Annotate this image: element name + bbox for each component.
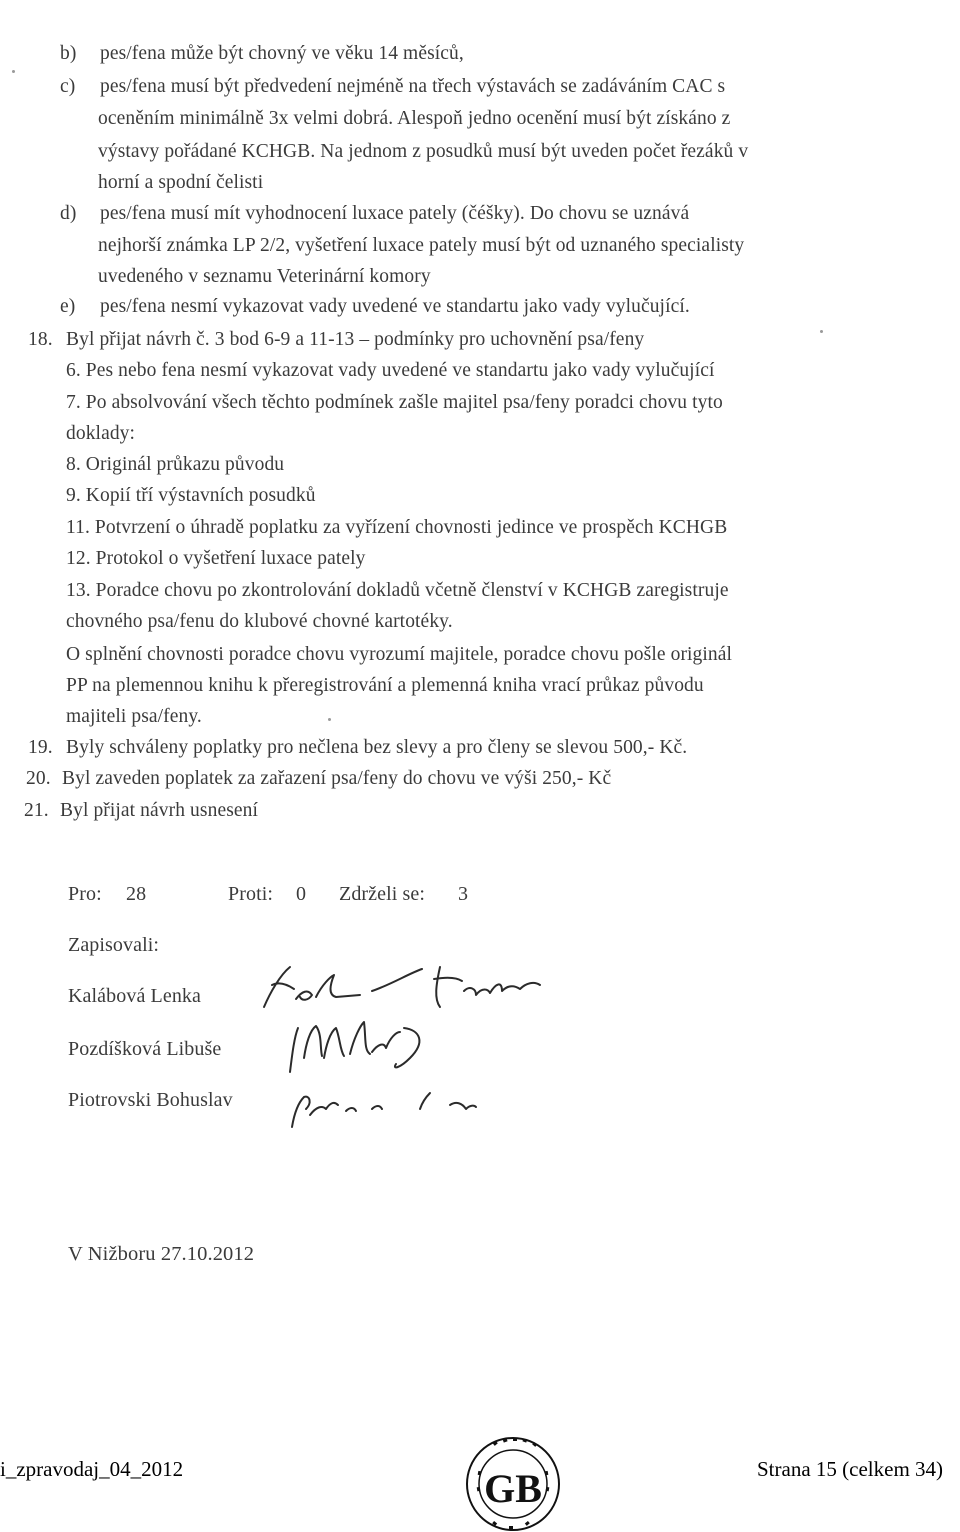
vote-pro-label: Pro: xyxy=(68,883,102,905)
condition-11: 11. Potvrzení o úhradě poplatku za vyřízení chovnosti jedince ve prospěch KCHGB xyxy=(66,517,728,538)
condition-8: 8. Originál průkazu původu xyxy=(66,454,285,475)
condition-13-line-2: chovného psa/fenu do klubové chovné kartotéky. xyxy=(66,611,453,632)
vote-proti-label: Proti: xyxy=(228,883,274,905)
handwritten-signature-2 xyxy=(280,1008,440,1078)
item-c-line-1: pes/fena musí být předvedení nejméně na třech výstavách se zadáváním CAC s xyxy=(100,76,726,97)
item-21-text: Byl přijat návrh usnesení xyxy=(60,800,259,821)
footer-page-number: Strana 15 (celkem 34) xyxy=(757,1457,944,1481)
footer-issue: i_zpravodaj_04_2012 xyxy=(0,1457,184,1481)
item-19-text: Byly schváleny poplatky pro nečlena bez slevy a pro členy se slevou 500,- Kč. xyxy=(66,737,688,758)
item-d-line-2: nejhorší známka LP 2/2, vyšetření luxace pately musí být od uznaného specialisty xyxy=(98,235,745,256)
condition-9: 9. Kopií tří výstavních posudků xyxy=(66,485,316,506)
recorder-name-2: Pozdíšková Libuše xyxy=(68,1038,222,1060)
recorder-name-1: Kalábová Lenka xyxy=(68,985,202,1007)
svg-text:GB: GB xyxy=(484,1466,542,1511)
item-19-label: 19. xyxy=(28,737,53,758)
item-d-line-1: pes/fena musí mít vyhodnocení luxace pately (čéšky). Do chovu se uznává xyxy=(100,203,690,224)
recorder-name-3: Piotrovski Bohuslav xyxy=(68,1089,233,1111)
item-e-label: e) xyxy=(60,296,76,317)
item-20-label: 20. xyxy=(26,768,51,789)
handwritten-signature-3 xyxy=(280,1075,480,1135)
item-d-line-3: uvedeného v seznamu Veterinární komory xyxy=(98,266,431,287)
item-c-line-2: oceněním minimálně 3x velmi dobrá. Alespoň jedno ocenění musí být získáno z xyxy=(98,108,731,129)
condition-13-line-1: 13. Poradce chovu po zkontrolování dokladů včetně členství v KCHGB zaregistruje xyxy=(66,580,729,601)
club-seal-logo xyxy=(463,1432,563,1532)
item-c-label: c) xyxy=(60,76,76,97)
item-c-line-3: výstavy pořádané KCHGB. Na jednom z posudků musí být uveden počet řezáků v xyxy=(98,141,749,162)
condition-6: 6. Pes nebo fena nesmí vykazovat vady uvedené ve standartu jako vady vylučující xyxy=(66,360,715,381)
vote-proti-value: 0 xyxy=(296,883,307,905)
item-b-text: pes/fena může být chovný ve věku 14 měsíců, xyxy=(100,43,464,64)
condition-7-line-2: doklady: xyxy=(66,423,136,444)
scan-speck xyxy=(820,330,823,333)
closing-paragraph-line-1: O splnění chovnosti poradce chovu vyrozumí majitele, poradce chovu pošle originál xyxy=(66,644,733,665)
item-e-text: pes/fena nesmí vykazovat vady uvedené ve standartu jako vady vylučující. xyxy=(100,296,690,317)
closing-paragraph-line-2: PP na plemennou knihu k přeregistrování a plemenná kniha vrací průkaz původu xyxy=(66,675,704,696)
handwritten-signature-1 xyxy=(250,955,550,1015)
condition-7-line-1: 7. Po absolvování všech těchto podmínek zašle majitel psa/feny poradci chovu tyto xyxy=(66,392,723,413)
place-date: V Nižboru 27.10.2012 xyxy=(68,1243,255,1265)
scan-speck xyxy=(328,718,331,721)
scan-speck xyxy=(12,70,15,73)
vote-zdrzeli-value: 3 xyxy=(458,883,469,905)
item-18-label: 18. xyxy=(28,329,53,350)
condition-12: 12. Protokol o vyšetření luxace pately xyxy=(66,548,366,569)
item-c-line-4: horní a spodní čelisti xyxy=(98,172,264,193)
closing-paragraph-line-3: majiteli psa/feny. xyxy=(66,706,202,727)
item-d-label: d) xyxy=(60,203,77,224)
item-20-text: Byl zaveden poplatek za zařazení psa/feny do chovu ve výši 250,- Kč xyxy=(62,768,612,789)
item-b-label: b) xyxy=(60,43,77,64)
recorders-heading: Zapisovali: xyxy=(68,934,160,956)
item-21-label: 21. xyxy=(24,800,49,821)
item-18-text: Byl přijat návrh č. 3 bod 6-9 a 11-13 – podmínky pro uchovnění psa/feny xyxy=(66,329,645,350)
vote-pro-value: 28 xyxy=(126,883,147,905)
vote-zdrzeli-label: Zdrželi se: xyxy=(339,883,426,905)
